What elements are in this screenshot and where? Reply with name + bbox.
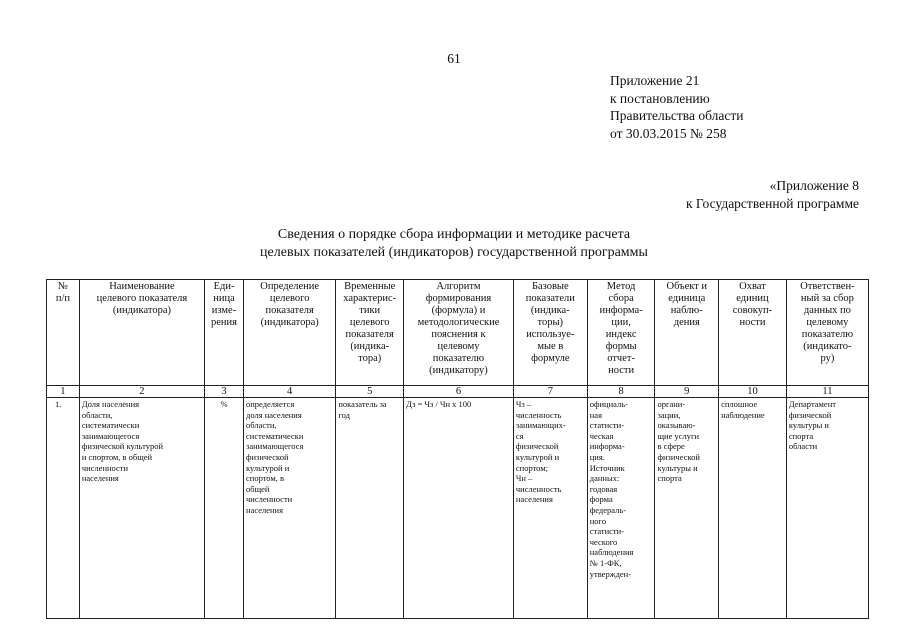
cell-text: федераль- [589,504,627,515]
header-text: (индикатора) [260,317,319,328]
header-algorithm [404,280,514,386]
appendix-21-reference [610,72,743,142]
cell-text: культуры и [788,420,829,431]
cell-text: наблюдение [721,409,765,420]
header-text: формуле [531,353,570,364]
header-text: тики [359,305,381,316]
table-row [47,398,869,619]
cell-text: в сфере [657,441,685,452]
header-text: сбора [608,293,634,304]
header-text: Временные [344,281,396,292]
header-text: целевому [437,341,480,352]
cell-text: населения [515,494,553,505]
cell-text: физической [657,451,700,462]
cell-text: населения [81,473,119,484]
cell-text: % [220,399,228,409]
cell-text: численности [246,494,293,505]
cell-text: физической культурой [81,441,164,452]
header-text: Метод [606,281,636,292]
cell-text: доля населения [246,409,302,420]
cell-text: год [338,409,350,420]
header-text: Определение [260,281,320,292]
header-text: (индика- [530,305,570,316]
header-number [47,280,80,386]
cell-text: ческого [589,536,618,547]
header-text: показателя [345,329,394,340]
header-text: (индикатору) [429,365,488,376]
header-text: характерис- [343,293,397,304]
cell-text: органи- [657,399,686,409]
header-text: данных по [803,305,851,316]
appendix-8-reference [686,177,859,212]
column-number-cell: 8 [587,386,655,398]
cell-text: занимающегося [81,430,140,441]
header-text: № [57,281,68,292]
cell-text: спорта [788,430,814,441]
column-number-cell: 11 [786,386,868,398]
header-indicator-name [79,280,204,386]
indicators-table [46,279,869,619]
header-text: единиц [736,293,769,304]
table-cell [587,398,655,619]
cell-text: численность [515,409,562,420]
header-text: индекс [605,329,637,340]
cell-text: ного [589,515,607,526]
column-number-cell: 9 [655,386,719,398]
column-number-cell: 7 [513,386,587,398]
cell-text: Чз – [515,399,532,409]
header-text: тора) [358,353,382,364]
cell-text: зации, [657,409,681,420]
table-cell [786,398,868,619]
column-number-row [47,386,869,398]
header-text: показатели [525,293,575,304]
cell-text: щие услуги [657,430,700,441]
table-cell [655,398,719,619]
cell-text: ческая [589,430,614,441]
document-title-line: целевых показателей (индикаторов) государственной программы [260,245,648,260]
cell-text: 1. [55,399,62,409]
header-text: показателя [265,305,314,316]
document-title-line: Сведения о порядке сбора информации и методике расчета [277,227,631,242]
column-number-cell: 2 [79,386,204,398]
column-number-cell: 4 [244,386,336,398]
header-text: показателю [432,353,485,364]
column-number-cell: 6 [404,386,514,398]
cell-text: годовая [589,483,618,494]
header-text: используе- [526,329,575,340]
header-text: наблю- [670,305,703,316]
cell-text: ся [515,430,524,441]
cell-text: Чн – [515,473,533,484]
table-cell [719,398,787,619]
cell-text: официаль- [589,399,628,409]
cell-text: форма [589,494,613,505]
header-base-indicators [513,280,587,386]
header-text: ница [213,293,235,304]
cell-text: статисти- [589,526,625,537]
table-cell [47,398,80,619]
cell-text: культурой и [246,462,290,473]
appendix-21-line: к постановлению [610,90,710,106]
header-definition [244,280,336,386]
cell-text: данных: [589,473,620,484]
appendix-8-line: «Приложение 8 [769,178,859,193]
table-cell [244,398,336,619]
cell-text: занимающегося [246,441,304,452]
header-text: изме- [211,305,237,316]
cell-text: спорта [657,473,682,484]
cell-text: области, [81,409,113,420]
header-text: Алгоритм [436,281,481,292]
cell-text: общей [246,483,270,494]
cell-text: систематически [81,420,140,431]
header-text: (индикатора) [112,305,171,316]
table-header-row [47,280,869,386]
cell-text: физической [788,409,832,420]
column-number-cell: 3 [205,386,244,398]
header-time-characteristics [336,280,404,386]
header-text: ру) [820,353,835,364]
header-coverage [719,280,787,386]
cell-text: определяется [246,399,295,409]
header-text: формы [605,341,637,352]
header-text: информа- [599,305,643,316]
cell-text: сплошное [721,399,758,409]
table-cell [205,398,244,619]
header-text: формирования [425,293,492,304]
cell-text: численности [81,462,129,473]
cell-text: области [788,441,818,452]
header-text: дения [673,317,700,328]
header-text: отчет- [607,353,635,364]
header-text: ности [739,317,766,328]
cell-text: ная [589,409,602,420]
cell-text: культуры и [657,462,698,473]
column-number-cell: 10 [719,386,787,398]
header-text: рения [211,317,237,328]
appendix-8-line: к Государственной программе [685,195,859,211]
header-text: (индика- [350,341,390,352]
page-number: 61 [447,51,461,66]
header-responsible [786,280,868,386]
cell-text: ция. [589,451,605,462]
column-number-cell: 5 [336,386,404,398]
header-text: Еди- [213,281,235,292]
cell-text: физической [515,441,559,452]
document-title [150,226,758,262]
table-cell [513,398,587,619]
cell-text: № 1-ФК, [589,557,622,568]
header-observation-object [655,280,719,386]
cell-text: оказываю- [657,420,696,431]
header-text: целевого [269,293,310,304]
cell-text: области, [246,420,277,431]
cell-text: численность [515,483,562,494]
header-text: торы) [537,317,564,328]
cell-text: населения [246,504,283,515]
cell-text: Дз = Чз / Чн х 100 [406,399,472,409]
cell-text: информа- [589,441,625,452]
header-text: пояснения к [431,329,486,340]
table-cell [336,398,404,619]
header-text: целевому [806,317,849,328]
header-text: Базовые [531,281,569,292]
cell-text: статисти- [589,420,625,431]
cell-text: и спортом, в общей [81,451,153,462]
cell-text: культурой и [515,451,560,462]
cell-text: систематически [246,430,304,441]
cell-text: Источник [589,462,625,473]
cell-text: занимающих- [515,420,566,431]
header-text: (индикато- [803,341,852,352]
header-text: ный за сбор [800,293,854,304]
header-text: совокуп- [732,305,773,316]
cell-text: спортом; [515,462,549,473]
header-text: методологические [417,317,500,328]
header-text: Объект и [666,281,708,292]
header-text: целевого показателя [96,293,188,304]
cell-text: Доля населения [81,399,140,409]
header-text: ции, [611,317,631,328]
appendix-21-line: Правительства области [610,108,744,123]
header-text: Наименование [109,281,175,292]
header-text: п/п [55,293,70,304]
header-text: мые в [537,341,564,352]
cell-text: наблюдения [589,547,634,558]
header-text: показателю [801,329,854,340]
cell-text: утвержден- [589,568,632,579]
appendix-21-line: от 30.03.2015 № 258 [610,125,727,141]
header-text: (формула) и [431,305,486,316]
appendix-21-line: Приложение 21 [610,73,700,88]
header-unit [205,280,244,386]
column-number-cell: 1 [47,386,80,398]
header-collection-method [587,280,655,386]
header-text: единица [668,293,706,304]
header-text: Ответствен- [800,281,855,292]
cell-text: спортом, в [246,473,285,484]
header-text: целевого [349,317,390,328]
table-cell [404,398,514,619]
cell-text: показатель за [338,399,387,409]
header-text: Охват [739,281,766,292]
header-text: ности [608,365,635,376]
cell-text: Департамент [788,399,836,409]
cell-text: физической [246,451,289,462]
table-cell [79,398,204,619]
